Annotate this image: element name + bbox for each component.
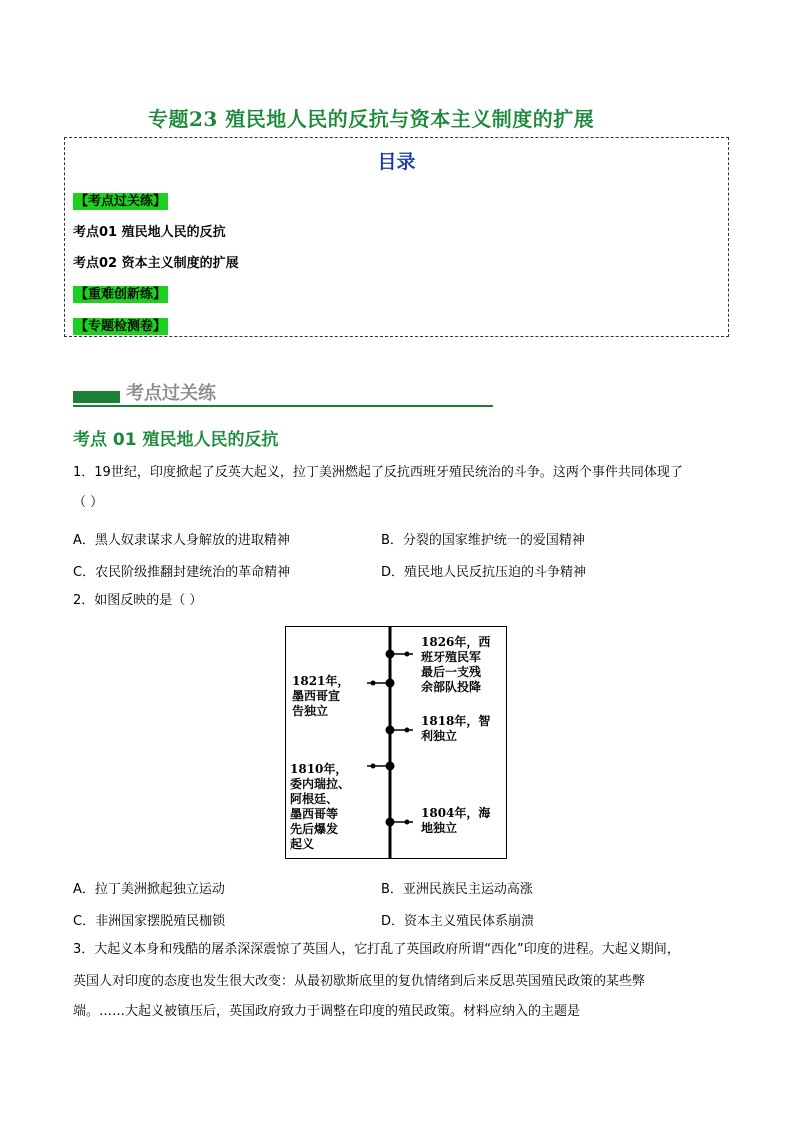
page-title: 专题23 殖民地人民的反抗与资本主义制度的扩展 xyxy=(148,107,595,131)
timeline-line: 1818年，智 xyxy=(421,714,491,728)
table-of-contents xyxy=(64,137,729,337)
timeline-line: 委内瑞拉、 xyxy=(290,777,351,791)
timeline-line: 班牙殖民军 xyxy=(421,650,482,664)
timeline-line: 1804年，海 xyxy=(421,806,491,820)
timeline-line: 1810年， xyxy=(290,762,348,776)
question-2-option-b[interactable]: B．亚洲民族民主运动高涨 xyxy=(381,882,533,897)
timeline-event-1821 xyxy=(292,674,349,719)
timeline-event-1810 xyxy=(290,762,350,852)
question-3-text-line1: 3．大起义本身和残酷的屠杀深深震惊了英国人，它打乱了英国政府所谓“西化”印度的进程。大起义期间， xyxy=(73,942,680,957)
subsection-title: 考点 01 殖民地人民的反抗 xyxy=(73,430,279,450)
toc-item-label: 【考点过关练】 xyxy=(75,194,167,209)
timeline-figure xyxy=(285,626,507,859)
toc-item-topic-test[interactable] xyxy=(73,315,168,334)
timeline-line: 1821年， xyxy=(292,674,350,688)
toc-item-label: 【专题检测卷】 xyxy=(75,319,167,334)
timeline-line: 起义 xyxy=(290,837,315,851)
timeline-line: 墨西哥等 xyxy=(290,807,339,821)
question-2-option-d[interactable]: D．资本主义殖民体系崩溃 xyxy=(381,914,535,929)
section-banner-title: 考点过关练 xyxy=(126,383,216,404)
timeline-event-1826 xyxy=(421,635,490,695)
question-1-option-d[interactable]: D．殖民地人民反抗压迫的斗争精神 xyxy=(381,565,587,580)
question-3-text-line2: 英国人对印度的态度也发生很大改变：从最初歇斯底里的复仇情绪到后来反思英国殖民政策的某些弊 xyxy=(73,974,646,989)
toc-heading: 目录 xyxy=(377,151,416,173)
question-1-option-b[interactable]: B．分裂的国家维护统一的爱国精神 xyxy=(381,533,585,548)
question-2-text: 2．如图反映的是（ ） xyxy=(73,593,203,608)
timeline-line: 余部队投降 xyxy=(421,680,482,694)
timeline-line: 最后一支残 xyxy=(421,665,482,679)
question-3-text-line3: 端。……大起义被镇压后，英国政府致力于调整在印度的殖民政策。材料应纳入的主题是 xyxy=(73,1004,581,1019)
toc-item-difficult-innovation[interactable] xyxy=(73,283,168,302)
timeline-line: 地独立 xyxy=(421,821,458,835)
question-2-option-a[interactable]: A．拉丁美洲掀起独立运动 xyxy=(73,882,225,897)
banner-bar-decoration xyxy=(73,391,120,403)
question-1-blank: （ ） xyxy=(73,495,104,510)
toc-item-label: 【重难创新练】 xyxy=(75,287,167,302)
timeline-line: 阿根廷、 xyxy=(290,792,339,806)
question-1-option-a[interactable]: A．黑人奴隶谋求人身解放的进取精神 xyxy=(73,533,290,548)
question-1-option-c[interactable]: C．农民阶级推翻封建统治的革命精神 xyxy=(73,565,291,580)
timeline-line: 墨西哥宣 xyxy=(292,689,341,703)
section-banner xyxy=(73,377,493,409)
timeline-line: 1826年，西 xyxy=(421,635,491,649)
banner-underline xyxy=(73,405,493,407)
timeline-event-1804 xyxy=(421,806,490,836)
timeline-line: 先后爆发 xyxy=(290,822,339,836)
toc-item-kp02[interactable]: 考点02 资本主义制度的扩展 xyxy=(73,256,239,271)
toc-item-checkpoint-practice[interactable] xyxy=(73,190,168,209)
timeline-line: 利独立 xyxy=(421,729,458,743)
toc-item-kp01[interactable]: 考点01 殖民地人民的反抗 xyxy=(73,225,226,240)
timeline-event-1818 xyxy=(421,714,490,744)
question-1-text: 1．19世纪，印度掀起了反英大起义，拉丁美洲燃起了反抗西班牙殖民统治的斗争。这两个事件共同体现了 xyxy=(73,465,683,480)
timeline-line: 告独立 xyxy=(292,704,329,718)
question-2-option-c[interactable]: C．非洲国家摆脱殖民枷锁 xyxy=(73,914,226,929)
